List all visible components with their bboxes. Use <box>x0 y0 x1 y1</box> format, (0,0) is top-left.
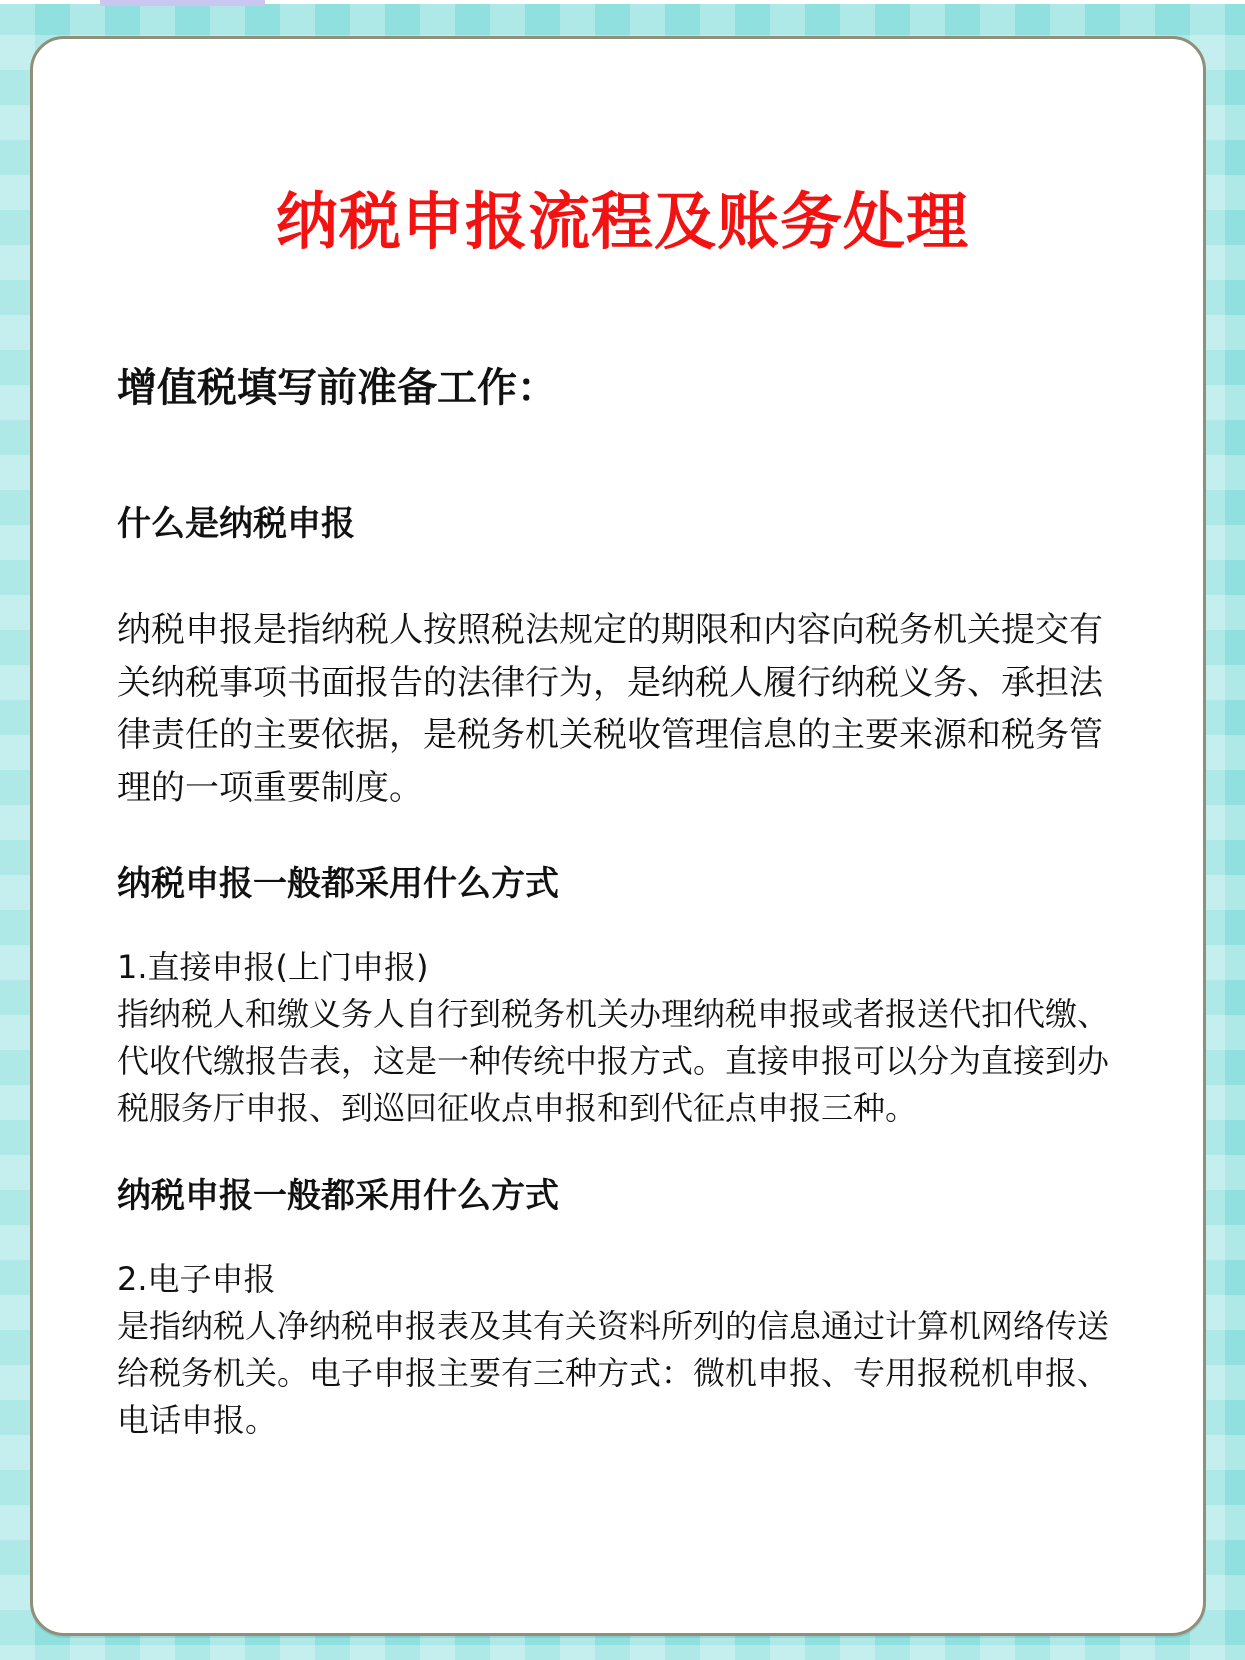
page-title: 纳税申报流程及账务处理 <box>275 185 969 258</box>
section-paragraph-electronic: 是指纳税人净纳税申报表及其有关资料所列的信息通过计算机网络传送给税务机关。电子申报主要有三种方式：微机申报、专用报税机申报、电话申报。 <box>117 1307 1110 1439</box>
section-paragraph-what-is: 纳税申报是指纳税人按照税法规定的期限和内容向税务机关提交有关纳税事项书面报告的法律行为，是纳税人履行纳税义务、承担法律责任的主要依据，是税务机关税收管理信息的主要来源和税务管理的一项重要制度。 <box>117 610 1103 808</box>
spacer <box>117 1132 1117 1172</box>
top-strip-accent <box>100 0 265 6</box>
section-heading-what-is: 什么是纳税申报 <box>117 504 355 544</box>
item-label-direct: 1.直接申报(上门申报) <box>117 948 429 986</box>
section-heading-methods-1: 纳税申报一般都采用什么方式 <box>117 864 559 904</box>
spacer <box>117 416 1117 500</box>
spacer <box>117 548 1117 604</box>
spacer <box>117 908 1117 944</box>
spacer <box>117 1220 1117 1256</box>
spacer <box>117 814 1117 860</box>
item-label-electronic: 2.电子申报 <box>117 1260 276 1298</box>
article-body <box>117 360 1117 1444</box>
section-heading-methods-2: 纳税申报一般都采用什么方式 <box>117 1176 559 1216</box>
section-subtitle: 增值税填写前准备工作： <box>117 365 557 411</box>
section-paragraph-direct: 指纳税人和缴义务人自行到税务机关办理纳税申报或者报送代扣代缴、代收代缴报告表，这是一种传统中报方式。直接申报可以分为直接到办税服务厅申报、到巡回征收点申报和到代征点申报三种。 <box>117 995 1110 1127</box>
